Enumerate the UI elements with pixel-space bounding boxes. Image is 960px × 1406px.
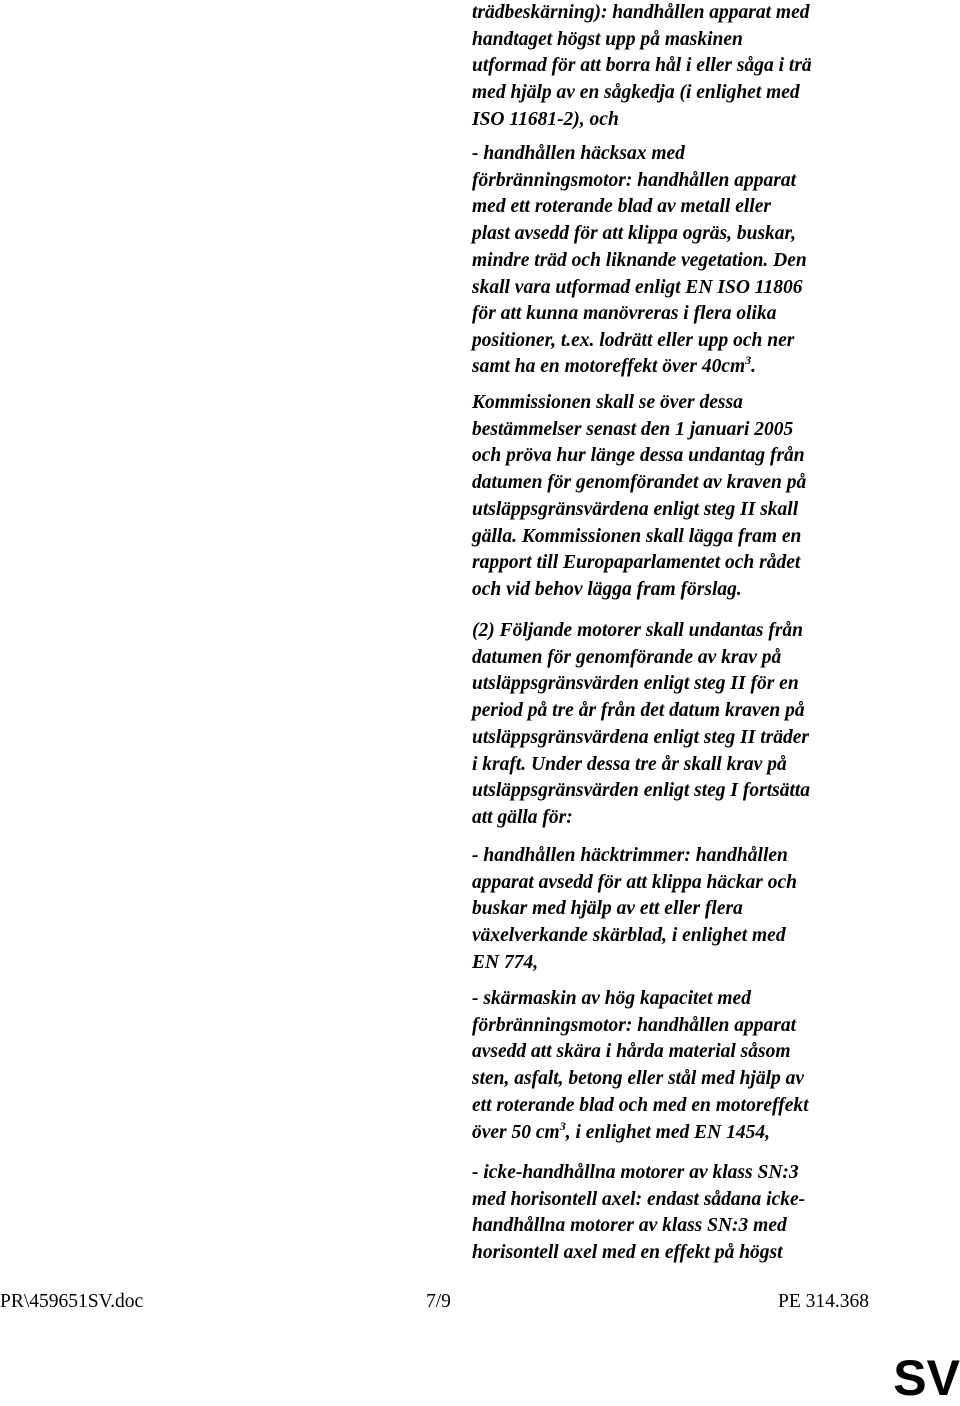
text-line: att gälla för: [472, 806, 573, 828]
text-line: buskar med hjälp av ett eller flera [472, 898, 743, 920]
paragraph-block [472, 1160, 892, 1267]
language-code: SV [893, 1350, 960, 1406]
paragraph-block [472, 0, 892, 134]
text-line: positioner, t.ex. lodrätt eller upp och ner [472, 329, 795, 351]
text-line: - skärmaskin av hög kapacitet med [472, 988, 751, 1009]
paragraph-block [472, 843, 892, 977]
text-line: gälla. Kommissionen skall lägga fram en [472, 525, 802, 547]
footer-document-reference: PR\459651SV.doc [0, 1291, 144, 1312]
text-line: utsläppsgränsvärden enligt steg I fortsätta [472, 780, 811, 802]
text-line: med horisontell axel: endast sådana icke- [472, 1188, 806, 1210]
text-line: i kraft. Under dessa tre år skall krav på [472, 753, 787, 775]
text-line: trädbeskärning): handhållen apparat med [472, 2, 810, 23]
text-line: för att kunna manövreras i flera olika [472, 303, 777, 325]
text-line: - handhållen häcktrimmer: handhållen [472, 845, 788, 866]
text-line: datumen för genomförandet av kraven på [472, 472, 807, 494]
text-line: handtaget högst upp på maskinen [472, 28, 743, 50]
text-line: utsläppsgränsvärdena enligt steg II skall [472, 498, 799, 520]
text-line: mindre träd och liknande vegetation. Den [472, 249, 807, 271]
text-line: och vid behov lägga fram förslag. [472, 578, 742, 600]
paragraph-block [472, 141, 892, 355]
text-line: sten, asfalt, betong eller stål med hjälp av [472, 1068, 805, 1090]
text-line: med ett roterande blad av metall eller [472, 196, 771, 218]
superscript-exponent: 3 [745, 353, 752, 367]
text-line: förbränningsmotor: handhållen apparat [472, 169, 797, 191]
text-line: bestämmelser senast den 1 januari 2005 [472, 418, 794, 440]
text-line: handhållna motorer av klass SN:3 med [472, 1215, 787, 1237]
footer-page-number: 7/9 [426, 1291, 451, 1312]
text-line: apparat avsedd för att klippa häckar och [472, 871, 797, 893]
text-line: rapport till Europaparlamentet och rådet [472, 552, 801, 574]
text-fragment: , i enlighet med EN 1454, [565, 1122, 770, 1143]
text-line: horisontell axel med en effekt på högst [472, 1242, 783, 1264]
text-line: EN 774, [472, 951, 539, 973]
text-line: - handhållen häcksax med [472, 143, 685, 164]
text-line: med hjälp av en sågkedja (i enlighet med [472, 82, 800, 104]
text-line: ISO 11681-2), och [472, 108, 619, 130]
superscript-exponent: 3 [559, 1119, 566, 1133]
paragraph-block [472, 618, 892, 832]
text-line: period på tre år från det datum kraven på [472, 700, 805, 722]
paragraph-block [472, 986, 892, 1120]
text-fragment: . [751, 356, 757, 377]
text-line: datumen för genomförande av krav på [472, 646, 782, 668]
text-line: Kommissionen skall se över dessa [472, 392, 743, 413]
text-line: plast avsedd för att klippa ogräs, buskar, [472, 223, 796, 245]
text-line: (2) Följande motorer skall undantas från [472, 620, 804, 641]
text-line: växelverkande skärblad, i enlighet med [472, 925, 786, 947]
text-line: skall vara utformad enligt EN ISO 11806 [472, 276, 803, 298]
text-line: ett roterande blad och med en motoreffekt [472, 1094, 809, 1116]
superscript-line [472, 1120, 892, 1147]
page-footer [0, 1290, 960, 1314]
text-fragment: över 50 cm [472, 1122, 560, 1143]
footer-pe-number: PE 314.368 [778, 1291, 870, 1312]
text-line: förbränningsmotor: handhållen apparat [472, 1014, 797, 1036]
text-line: och pröva hur länge dessa undantag från [472, 445, 805, 467]
paragraph-block [472, 390, 892, 604]
text-line: utsläppsgränsvärdena enligt steg II träder [472, 726, 809, 748]
text-line: avsedd att skära i hårda material såsom [472, 1041, 791, 1063]
text-fragment: samt ha en motoreffekt över 40cm [472, 356, 746, 377]
text-line: utsläppsgränsvärden enligt steg II för en [472, 673, 799, 695]
text-line: utformad för att borra hål i eller såga i trä [472, 55, 812, 77]
text-line: - icke-handhållna motorer av klass SN:3 [472, 1162, 799, 1183]
superscript-line [472, 354, 892, 381]
